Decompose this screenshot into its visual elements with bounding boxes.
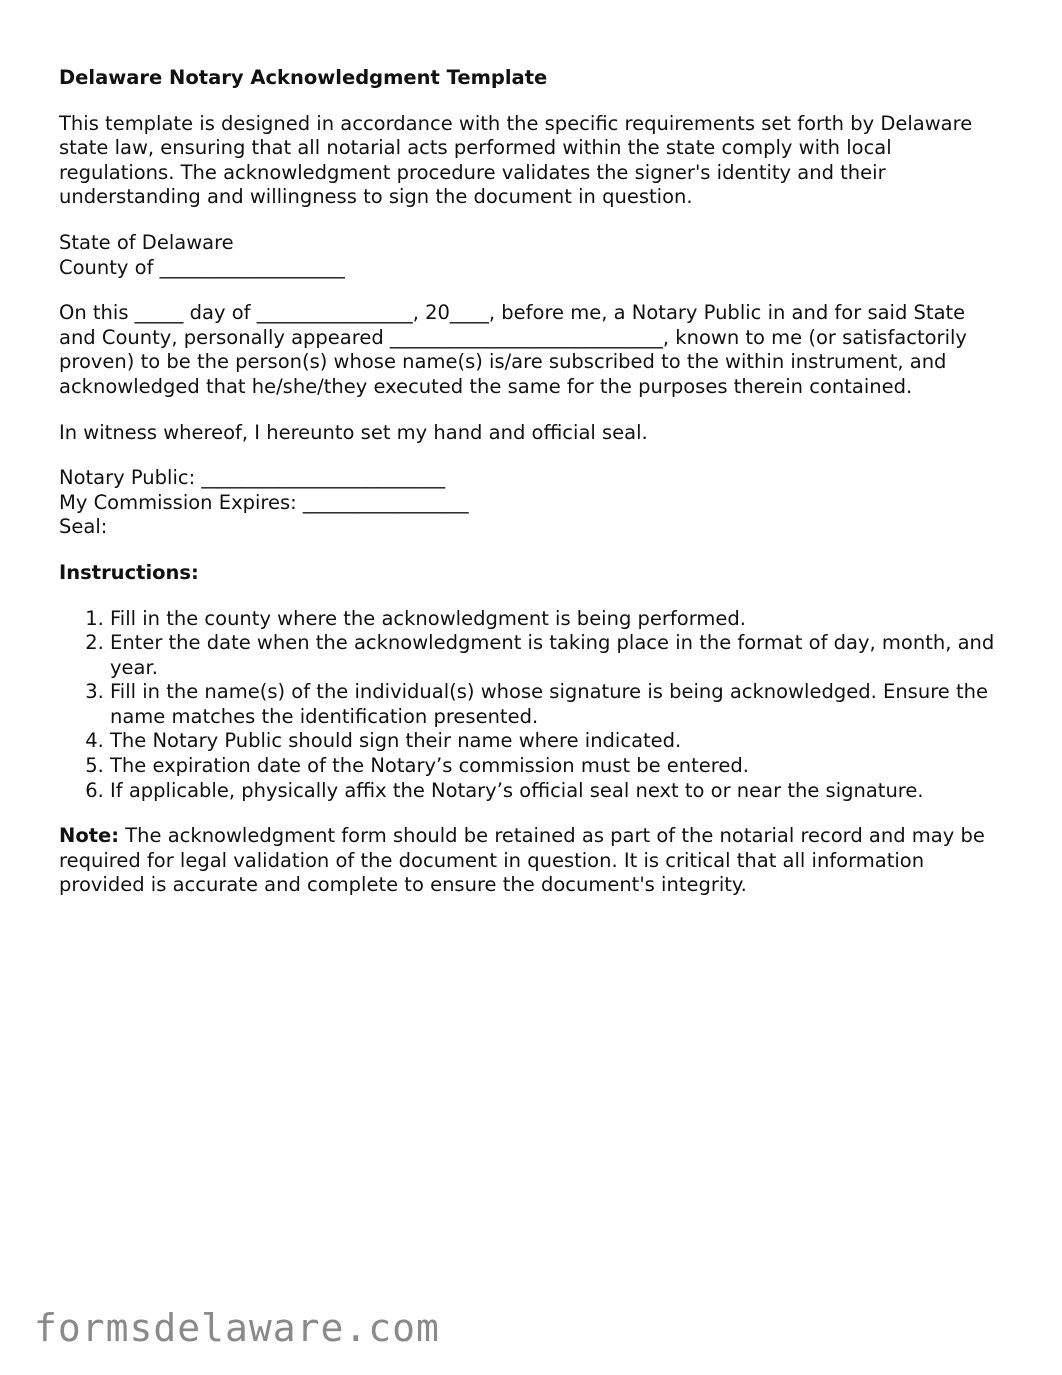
watermark: formsdelaware.com [34,1306,440,1350]
venue-block [59,231,1004,280]
commission-expires-line: My Commission Expires: _________________ [59,490,469,514]
signature-block [59,466,1004,540]
witness-statement: In witness whereof, I hereunto set my hand and official seal. [59,420,648,444]
document-page [59,66,1004,919]
seal-line: Seal: [59,515,108,539]
note-text: The acknowledgment form should be retained as part of the notarial record and may be required for legal validation of the document in question. It is critical that all information provided is accurate and complete to ensure the document's integrity. [59,824,985,897]
instructions-list [59,607,1004,804]
note-label: Note: [59,824,120,848]
instruction-item: 2. Enter the date when the acknowledgment is taking place in the format of day, month, and year. [110,631,1004,680]
venue-state: State of Delaware [59,230,234,254]
venue-county: County of ___________________ [59,255,345,279]
note-paragraph [59,824,1004,898]
instruction-item: 3. Fill in the name(s) of the individual(s) whose signature is being acknowledged. Ensure the name matches the identification presented. [110,680,1004,729]
notary-public-line: Notary Public: _________________________ [59,466,446,490]
acknowledgment-paragraph: On this _____ day of ________________, 20____, before me, a Notary Public in and for said State and County, personally appeared ____________________________, known to me (or satisfactorily proven) to be the person(s) whose name(s) is/are subscribed to the within instrument, and acknowledged that he/she/they executed the same for the purposes therein contained. [59,301,967,398]
instruction-item: 5. The expiration date of the Notary’s commission must be entered. [110,754,1004,779]
intro-paragraph: This template is designed in accordance with the specific requirements set forth by Delaware state law, ensuring that all notarial acts performed within the state comply with local regulations. The acknowledgment procedure validates the signer's identity and their understanding and willingness to sign the document in question. [59,111,973,209]
instruction-item: 1. Fill in the county where the acknowledgment is being performed. [110,607,1004,632]
instruction-item: 6. If applicable, physically affix the Notary’s official seal next to or near the signature. [110,779,1004,804]
instructions-heading: Instructions: [59,560,199,584]
document-title: Delaware Notary Acknowledgment Template [59,66,548,89]
instruction-item: 4. The Notary Public should sign their name where indicated. [110,729,1004,754]
